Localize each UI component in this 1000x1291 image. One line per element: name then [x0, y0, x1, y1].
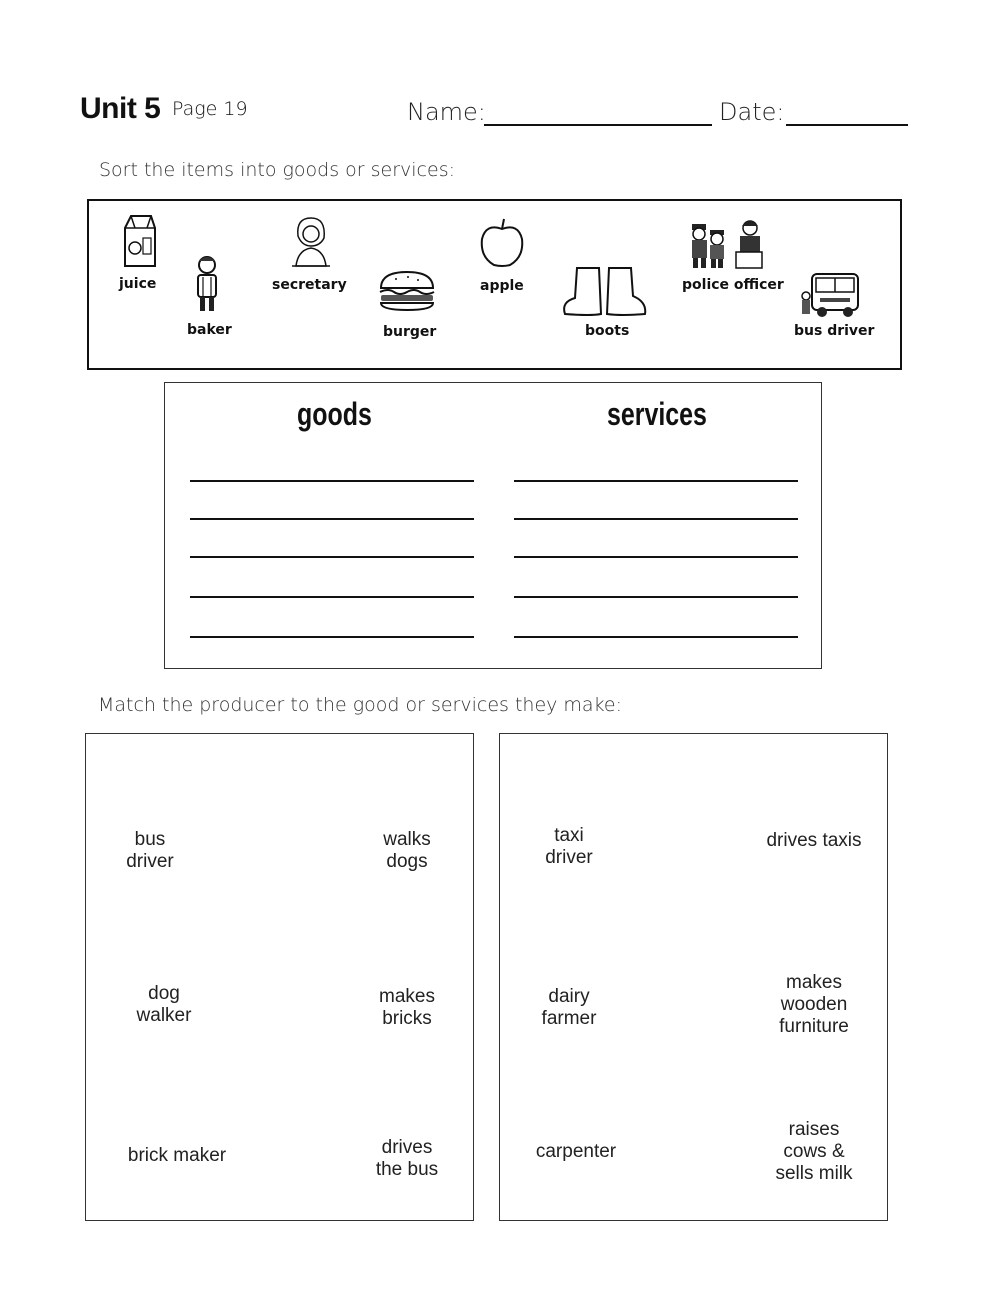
police-officer-icon — [690, 218, 764, 270]
page-number: Page 19 — [172, 98, 248, 120]
unit-title: Unit 5 — [80, 92, 161, 125]
goods-answer-line[interactable] — [190, 480, 474, 482]
goods-heading: goods — [297, 396, 372, 432]
goods-answer-line[interactable] — [190, 636, 474, 638]
item-label-secretary: secretary — [272, 277, 347, 293]
burger-icon — [378, 270, 436, 312]
producer-label[interactable]: dairy farmer — [541, 986, 597, 1029]
match-instruction: Match the producer to the good or services they make: — [98, 694, 622, 716]
item-label-baker: baker — [187, 322, 232, 338]
baker-icon — [193, 255, 221, 313]
sort-instruction: Sort the items into goods or services: — [99, 159, 455, 181]
item-label-burger: burger — [383, 324, 437, 340]
producer-label[interactable]: bus driver — [126, 829, 174, 872]
goods-answer-line[interactable] — [190, 518, 474, 520]
services-answer-line[interactable] — [514, 556, 798, 558]
producer-label[interactable]: brick maker — [127, 1145, 227, 1166]
services-heading: services — [607, 396, 707, 432]
services-answer-line[interactable] — [514, 636, 798, 638]
item-label-juice: juice — [119, 276, 157, 292]
goods-answer-line[interactable] — [190, 596, 474, 598]
services-answer-line[interactable] — [514, 596, 798, 598]
date-label: Date: — [719, 98, 785, 126]
goods-answer-line[interactable] — [190, 556, 474, 558]
item-label-apple: apple — [480, 278, 524, 294]
name-label: Name: — [407, 98, 486, 126]
boots-icon — [561, 266, 649, 318]
juice-carton-icon — [121, 214, 157, 268]
product-label[interactable]: walks dogs — [383, 829, 431, 872]
services-answer-line[interactable] — [514, 518, 798, 520]
bus-icon — [800, 270, 862, 320]
producer-label[interactable]: taxi driver — [545, 825, 593, 868]
goods-services-box — [164, 382, 822, 669]
item-label-boots: boots — [585, 323, 630, 339]
name-field[interactable] — [484, 124, 712, 126]
product-label[interactable]: drives taxis — [766, 830, 862, 851]
producer-label[interactable]: dog walker — [136, 983, 192, 1026]
item-label-bus-driver: bus driver — [794, 323, 875, 339]
date-field[interactable] — [786, 124, 908, 126]
services-answer-line[interactable] — [514, 480, 798, 482]
product-label[interactable]: drives the bus — [375, 1137, 439, 1180]
item-label-police-officer: police officer — [682, 277, 784, 293]
apple-icon — [478, 217, 526, 267]
product-label[interactable]: makes bricks — [379, 986, 435, 1029]
producer-label[interactable]: carpenter — [535, 1141, 617, 1162]
secretary-icon — [290, 216, 332, 268]
product-label[interactable]: makes wooden furniture — [779, 972, 849, 1037]
product-label[interactable]: raises cows & sells milk — [775, 1119, 853, 1184]
